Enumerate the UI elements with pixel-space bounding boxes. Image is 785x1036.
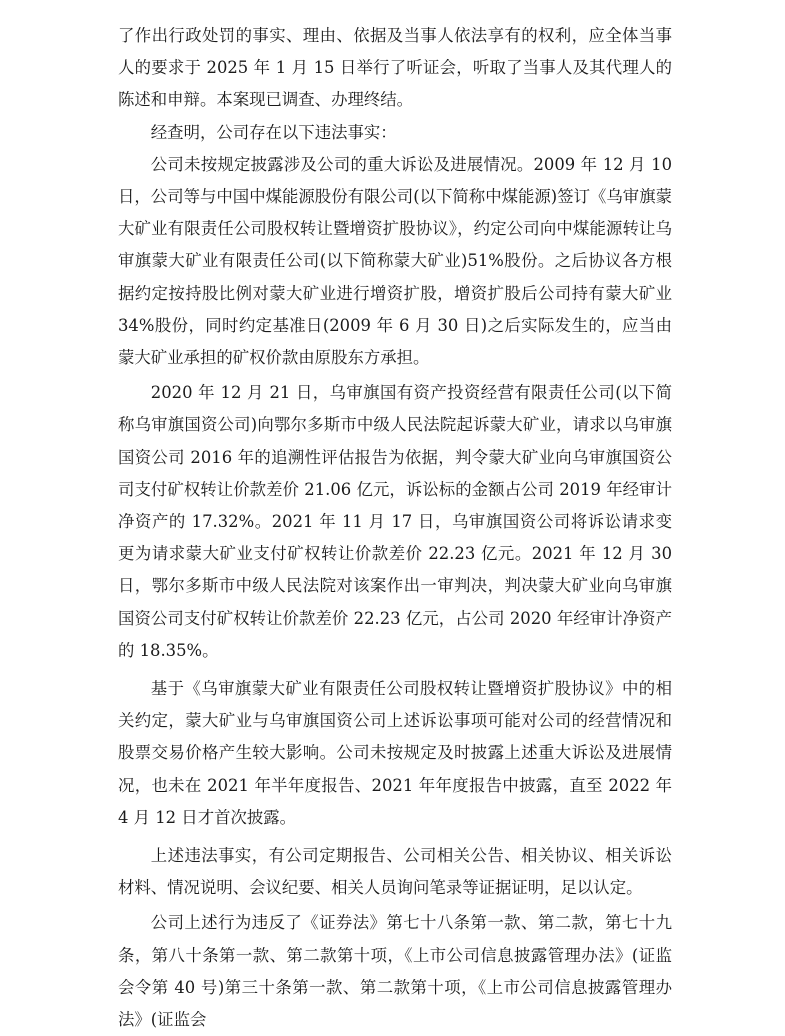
paragraph-findings-intro: 经查明，公司存在以下违法事实： [150,122,397,142]
document-page [118,20,672,1036]
paragraph-violation: 公司上述行为违反了《证券法》第七十八条第一款、第二款，第七十九条，第八十条第一款、第二款第十项，《上市公司信息披露管理办法》(证监会令第 40 号)第三十条第一款、第二款第十项，《上市公司信息披露管理办法》(证监会 [118,913,672,1030]
paragraph-evidence: 上述违法事实，有公司定期报告、公司相关公告、相关协议、相关诉讼材料、情况说明、会议纪要、相关人员询问笔录等证据证明，足以认定。 [118,846,672,898]
paragraph-fact-nondisclosure: 基于《乌审旗蒙大矿业有限责任公司股权转让暨增资扩股协议》中的相关约定，蒙大矿业与乌审旗国资公司上述诉讼事项可能对公司的经营情况和股票交易价格产生较大影响。公司未按规定及时披露上述重大诉讼及进展情况，也未在 2021 年半年度报告、2021 年年度报告中披露，直至 2022 年 4 月 12 日才首次披露。 [118,679,672,827]
paragraph-fact-lawsuit: 2020 年 12 月 21 日，乌审旗国有资产投资经营有限责任公司(以下简称乌审旗国资公司)向鄂尔多斯市中级人民法院起诉蒙大矿业，请求以乌审旗国资公司 2016 年的追溯性评估报告为依据，判令蒙大矿业向乌审旗国资公司支付矿权转让价款差价 21.06 亿元，诉讼标的金额占公司 2019 年经审计净资产的 17.32%。2021 年 11 月 17 日，乌审旗国资公司将诉讼请求变更为请求蒙大矿业支付矿权转让价款差价 22.23 亿元。2021 年 12 月 30 日，鄂尔多斯市中级人民法院对该案作出一审判决，判决蒙大矿业向乌审旗国资公司支付矿权转让价款差价 22.23 亿元，占公司 2020 年经审计净资产的 18.35%。 [118,383,672,660]
paragraph-hearing: 了作出行政处罚的事实、理由、依据及当事人依法享有的权利，应全体当事人的要求于 2025 年 1 月 15 日举行了听证会，听取了当事人及其代理人的陈述和申辩。本案现已调查、办理终结。 [118,26,672,110]
paragraph-fact-agreement: 公司未按规定披露涉及公司的重大诉讼及进展情况。2009 年 12 月 10 日，公司等与中国中煤能源股份有限公司(以下简称中煤能源)签订《乌审旗蒙大矿业有限责任公司股权转让暨增资扩股协议》，约定公司向中煤能源转让乌审旗蒙大矿业有限责任公司(以下简称蒙大矿业)51%股份。之后协议各方根据约定按持股比例对蒙大矿业进行增资扩股，增资扩股后公司持有蒙大矿业 34%股份，同时约定基准日(2009 年 6 月 30 日)之后实际发生的，应当由蒙大矿业承担的矿权价款由原股东方承担。 [118,154,672,368]
